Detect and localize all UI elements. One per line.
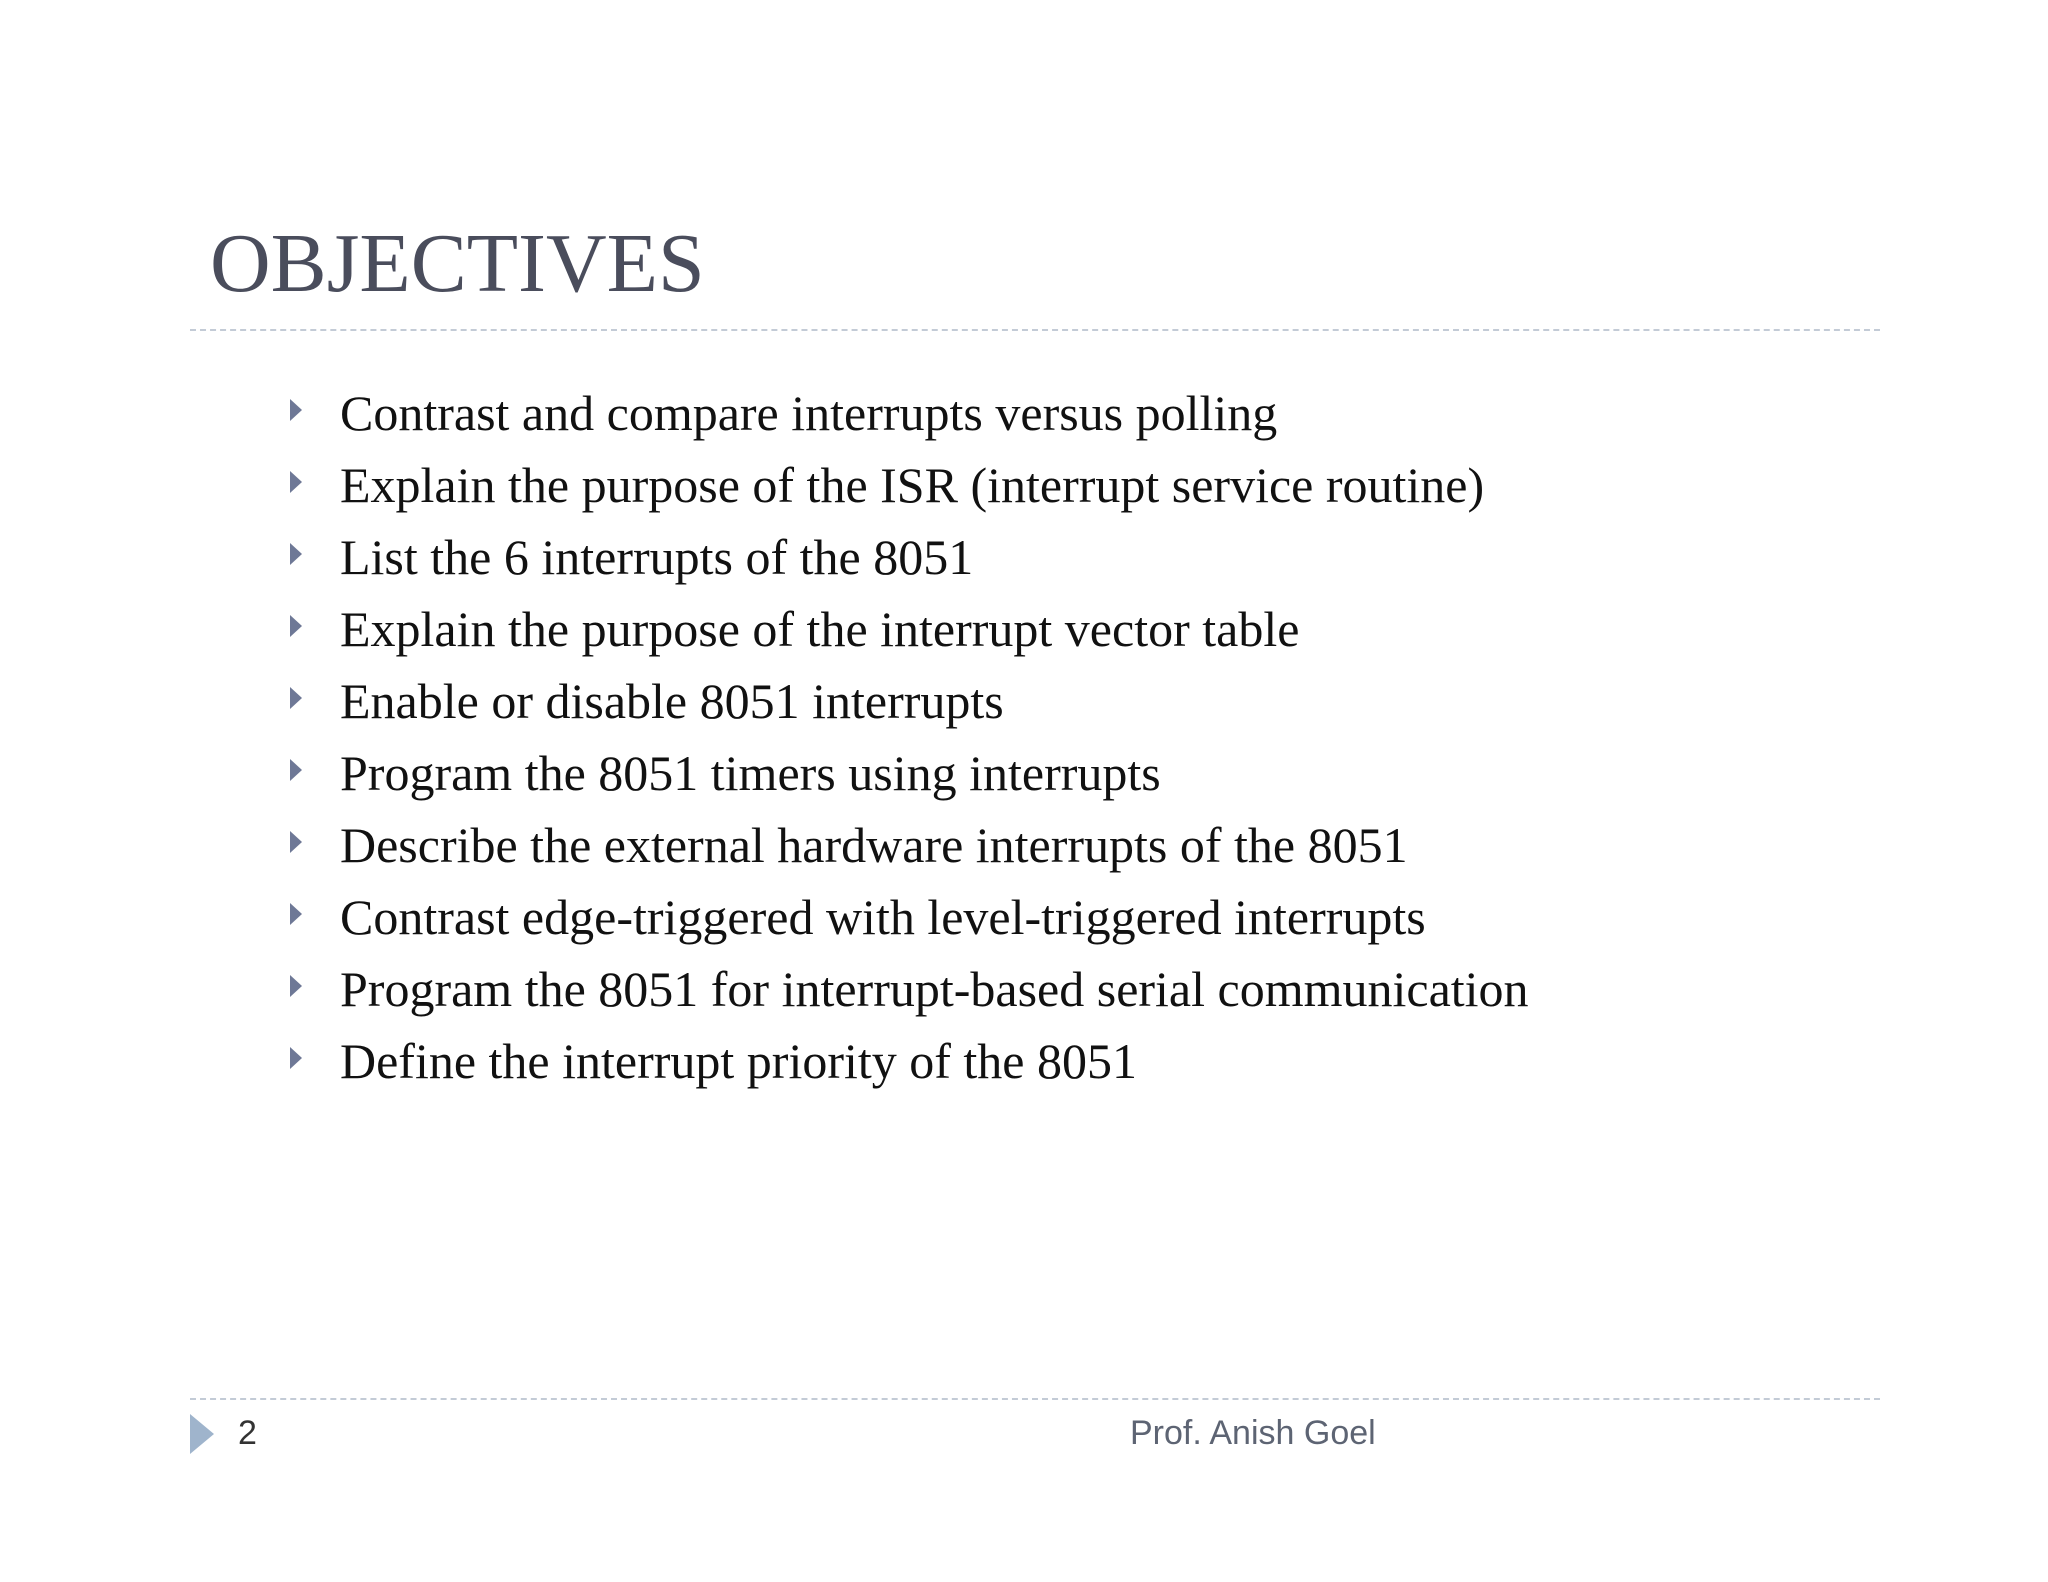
footer-divider xyxy=(190,1398,1880,1400)
slide-title: OBJECTIVES xyxy=(210,217,705,310)
objective-text: Explain the purpose of the interrupt vector table xyxy=(340,601,1300,657)
triangle-right-icon xyxy=(290,543,302,565)
triangle-right-icon xyxy=(290,903,302,925)
objective-text: Program the 8051 for interrupt-based serial communication xyxy=(340,961,1529,1017)
triangle-right-icon xyxy=(290,831,302,853)
triangle-right-icon xyxy=(290,615,302,637)
triangle-right-icon xyxy=(290,687,302,709)
triangle-right-icon xyxy=(290,975,302,997)
triangle-right-icon xyxy=(290,471,302,493)
triangle-right-icon xyxy=(290,399,302,421)
author-name: Prof. Anish Goel xyxy=(1130,1414,1376,1452)
objective-text: Describe the external hardware interrupts of the 8051 xyxy=(340,817,1408,873)
objective-text: List the 6 interrupts of the 8051 xyxy=(340,529,974,585)
objective-text: Explain the purpose of the ISR (interrupt service routine) xyxy=(340,457,1485,513)
page-number: 2 xyxy=(238,1414,257,1452)
objective-text: Contrast and compare interrupts versus polling xyxy=(340,385,1278,441)
triangle-right-icon xyxy=(290,1047,302,1069)
triangle-right-icon xyxy=(190,1414,214,1454)
objective-text: Enable or disable 8051 interrupts xyxy=(340,673,1004,729)
objective-text: Program the 8051 timers using interrupts xyxy=(340,745,1161,801)
title-divider xyxy=(190,329,1880,331)
objective-text: Define the interrupt priority of the 8051 xyxy=(340,1033,1137,1089)
triangle-right-icon xyxy=(290,759,302,781)
objective-text: Contrast edge-triggered with level-triggered interrupts xyxy=(340,889,1426,945)
